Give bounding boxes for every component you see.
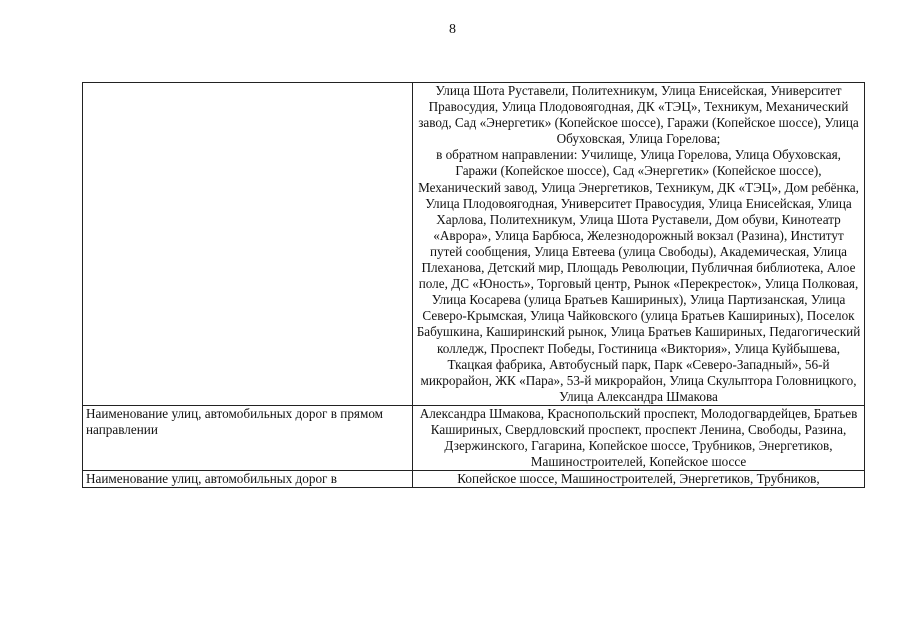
table-row: [83, 405, 865, 470]
stops-forward-text: Улица Шота Руставели, Политехникум, Улица Енисейская, Университет Правосудия, Улица Плодовоягодная, ДК «ТЭЦ», Техникум, Механический завод, Сад «Энергетик» (Копейское шоссе), Гаражи (Копейское шоссе), Улица Обуховская, Улица Горелова;: [418, 83, 859, 147]
row-value: [413, 405, 865, 470]
row-value: [413, 471, 865, 488]
route-table: [82, 82, 865, 488]
row-label: Наименование улиц, автомобильных дорог в: [83, 471, 413, 488]
streets-forward-text: Александра Шмакова, Краснопольский проспект, Молодогвардейцев, Братьев Кашириных, Свердловский проспект, проспект Ленина, Свободы, Разина, Дзержинского, Гагарина, Копейское шоссе, Трубников, Энергетиков, Машиностроителей, Копейское шоссе: [419, 405, 858, 470]
stops-reverse-text: в обратном направлении: Училище, Улица Горелова, Улица Обуховская, Гаражи (Копейское шоссе), Сад «Энергетик» (Копейское шоссе), Механический завод, Улица Энергетиков, Техникум, ДК «ТЭЦ», Дом ребёнка, Улица Плодовоягодная, Университет Правосудия, Улица Енисейская, Улица Харлова, Политехникум, Улица Шота Руставели, Дом обуви, Кинотеатр «Аврора», Улица Барбюса, Железнодорожный вокзал (Разина), Институт путей сообщения, Улица Евтеева (улица Свободы), Академическая, Улица Плеханова, Детский мир, Площадь Революции, Публичная библиотека, Алое поле, ДС «Юность», Торговый центр, Рынок «Перекресток», Улица Полковая, Улица Косарева (улица Братьев Кашириных), Улица Партизанская, Улица Северо-Крымская, Улица Чайковского (улица Братьев Кашириных), Поселок Бабушкина, Каширинский рынок, Улица Братьев Кашириных, Педагогический колледж, Проспект Победы, Гостиница «Виктория», Улица Куйбышева, Ткацкая фабрика, Автобусный парк, Парк «Северо-Западный», 56-й микрорайон, ЖК «Пара», 53-й микрорайон, Улица Скульптора Головницкого, Улица Александра Шмакова: [416, 147, 861, 404]
row-value: [413, 83, 865, 406]
page-number: 8: [449, 22, 456, 37]
row-label: [83, 83, 413, 406]
streets-reverse-text: Копейское шоссе, Машиностроителей, Энергетиков, Трубников,: [457, 471, 820, 487]
table-row: [83, 471, 865, 488]
row-label: Наименование улиц, автомобильных дорог в прямом направлении: [83, 405, 413, 470]
table-row: [83, 83, 865, 406]
